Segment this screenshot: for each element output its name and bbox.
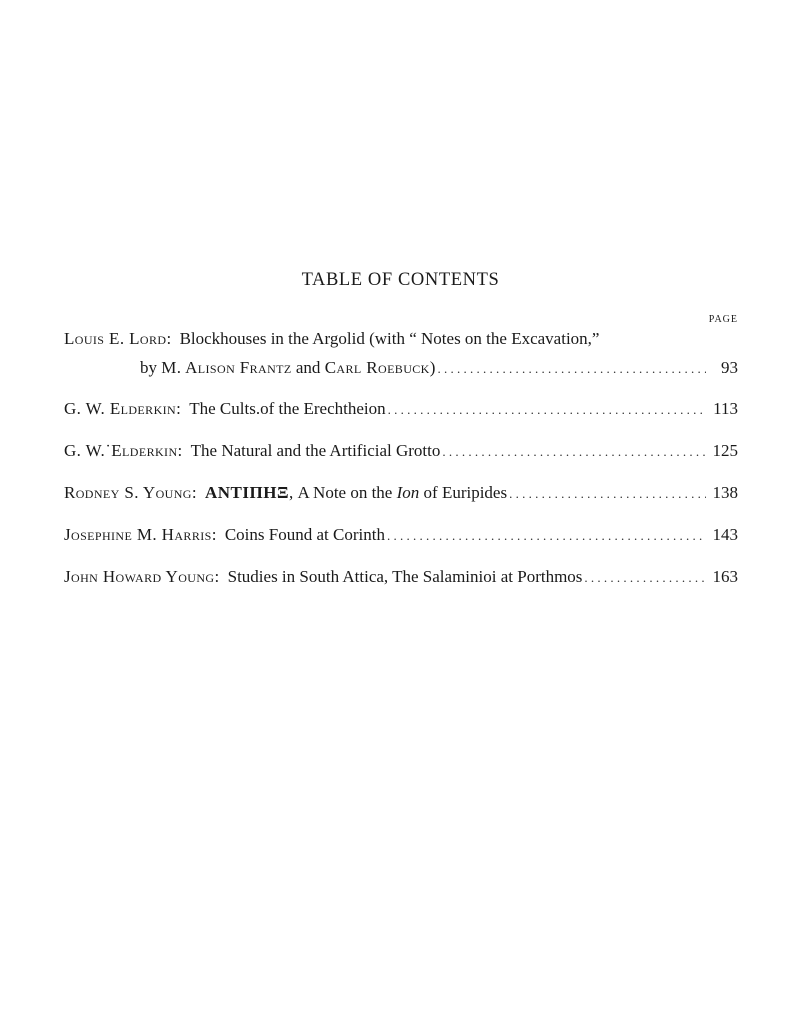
dot-leader (437, 361, 706, 377)
toc-entry-lord (64, 329, 738, 353)
dot-leader (388, 402, 706, 418)
toc-entry-young-antipe (64, 483, 738, 507)
dot-leader (442, 444, 706, 460)
entry-page-number: 125 (712, 441, 738, 460)
dot-leader (584, 570, 706, 586)
entry-author: G. W.˙Elderkin: (64, 441, 183, 460)
toc-entry-lord-continuation (140, 358, 738, 382)
entry-author: John Howard Young: (64, 567, 220, 586)
entry-page-number: 163 (712, 567, 738, 586)
page-title: TABLE OF CONTENTS (301, 270, 500, 290)
entry-title: Coins Found at Corinth (224, 525, 385, 544)
entry-page-number: 93 (721, 358, 738, 377)
toc-entry-young-attica (64, 567, 738, 591)
dot-leader (509, 486, 706, 502)
page-column-label: PAGE (708, 314, 738, 325)
entry-title: The Cults.of the Erechtheion (189, 399, 386, 418)
dot-leader (387, 528, 706, 544)
entry-title: ANTIΠHΞ, A Note on the Ion of Euripides (204, 483, 508, 502)
entry-title: Blockhouses in the Argolid (with “ Notes on the Excavation,” (179, 329, 600, 348)
entry-author: Josephine M. Harris: (64, 525, 217, 544)
toc-entry-elderkin-cults (64, 399, 738, 423)
entry-page-number: 138 (712, 483, 738, 502)
entry-page-number: 113 (713, 399, 738, 418)
entry-title: Studies in South Attica, The Salaminioi at Porthmos (227, 567, 583, 586)
toc-entry-harris-coins (64, 525, 738, 549)
entry-title: The Natural and the Artificial Grotto (190, 441, 441, 460)
entry-author: G. W. Elderkin: (64, 399, 182, 418)
entry-author: Rodney S. Young: (64, 483, 197, 502)
entry-author: Louis E. Lord: (64, 329, 172, 348)
entry-page-number: 143 (712, 525, 738, 544)
toc-entry-elderkin-grotto (64, 441, 738, 465)
entry-title-continuation: by M. Alison Frantz and Carl Roebuck) (140, 358, 436, 377)
